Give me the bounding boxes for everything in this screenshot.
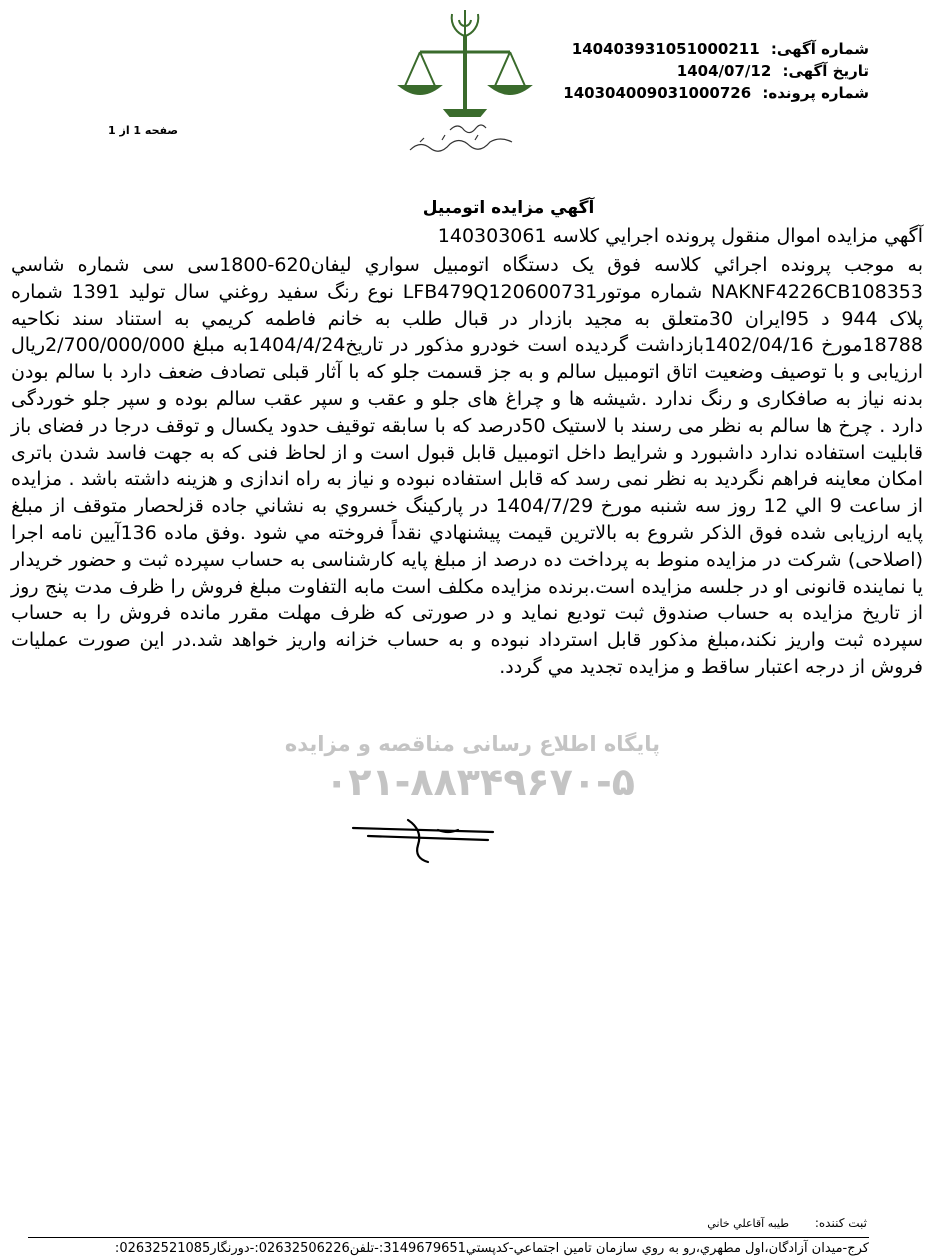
ad-date-row [563, 60, 869, 82]
ad-title: آگهي مزايده اتومبيل [422, 198, 595, 218]
case-number-label: شماره پرونده: [762, 84, 869, 102]
watermark-phone: ۰۲۱-۸۸۳۴۹۶۷۰-۵ [325, 760, 635, 804]
footer-address: كرج-ميدان آزادگان،اول مطهري،رو به روي سازمان تامين اجتماعي-كدپستي3149679651:-تلفن02632506226:-دورنگار02632521085: [114, 1241, 869, 1256]
watermark-text: پایگاه اطلاع رسانی مناقصه و مزایده [284, 732, 660, 756]
ad-date-label: تاریخ آگهی: [782, 62, 869, 80]
registrar-name: طيبه آقاعلي خاني [707, 1217, 790, 1230]
registrar [707, 1216, 867, 1230]
ad-date: 1404/07/12 [676, 62, 772, 80]
case-number: 14030400903100072​6 [563, 84, 752, 102]
watermark [284, 732, 660, 804]
page-indicator: صفحه 1 از 1 [108, 124, 179, 137]
ad-number-row [563, 38, 869, 60]
ad-metadata [563, 38, 869, 104]
signature [348, 800, 498, 870]
case-line: آگهي مزايده اموال منقول پرونده اجرايي كلاسه 140303061 [437, 225, 923, 247]
registrar-label: ثبت كننده: [814, 1216, 867, 1230]
case-number-row [563, 82, 869, 104]
footer-divider [28, 1237, 869, 1238]
ad-number-label: شماره آگهی: [770, 40, 869, 58]
ad-number: 14040393105100021​1 [571, 40, 760, 58]
judiciary-emblem-logo [380, 4, 550, 159]
ad-body-text: به موجب پرونده اجرائي كلاسه فوق يک دستگاه اتومبيل سواري ليفان620-1800سی سی شماره شاسي NAKNF4226CB108353 شماره موتورLFB479Q120600731 نوع رنگ سفيد روغني سال توليد 1391 شماره پلاک 944 د 95ايران 30متعلق به مجيد بازدار در قبال طلب به خانم فاطمه كريمي به استناد سند نكاحيه 18788مورخ 1402/04/16بازداشت گرديده است خودرو مذكور در تاريخ1404/4/24به مبلغ 2/700/000/000ريال ارزيابی و با توصيف وضعيت اتاق اتومبيل سالم و به جز قسمت جلو كه با آثار قبلی تصادف ضعف دارد با سالم بودن بدنه نياز به صافكاری و رنگ ندارد .شيشه ها و چراغ های جلو و عقب و سپر عقب سالم بوده و سپر جلو خوردگی دارد . چرخ ها سالم به نظر می رسند با لاستيک 50درصد كه با سابقه توقيف حدود يكسال و توقف درجا در فضای باز قابليت استفاده ندارد داشبورد و شرايط داخل اتومبيل قابل قبول است و از لحاظ فنی كه به جهت فاسد شدن باتری امكان معاينه فراهم نگرديد به نظر نمی رسد كه قابل استفاده نبوده و نياز به راه اندازی و هزينه داشته باشد . مزايده از ساعت 9 الي 12 روز سه شنبه مورخ 1404/7/29 در پاركينگ خسروي به نشاني جاده قزلحصار متوقف از مبلغ پايه ارزيابی شده فوق الذكر شروع به بالاترين قيمت پيشنهادي نقداً فروخته مي شود .وفق ماده 136آيين نامه اجرا (اصلاحی) شركت در مزايده منوط به پرداخت ده درصد از مبلغ پايه كارشناسی به حساب سپرده ثبت و حضور خريدار يا نماينده قانونی او در جلسه مزايده است.برنده مزايده مكلف است مابه التفاوت مبلغ فروش را ظرف مدت پنج روز از تاريخ مزايده به حساب صندوق ثبت توديع نمايد و در صورتی كه ظرف مهلت مقرر مانده فروش را به حساب سپرده ثبت واريز نكند،مبلغ مذكور قابل استرداد نبوده و به حساب خزانه واريز خواهد شد.در اين صورت عمليات فروش از درجه اعتبار ساقط و مزايده تجديد مي گردد. [11, 254, 924, 678]
